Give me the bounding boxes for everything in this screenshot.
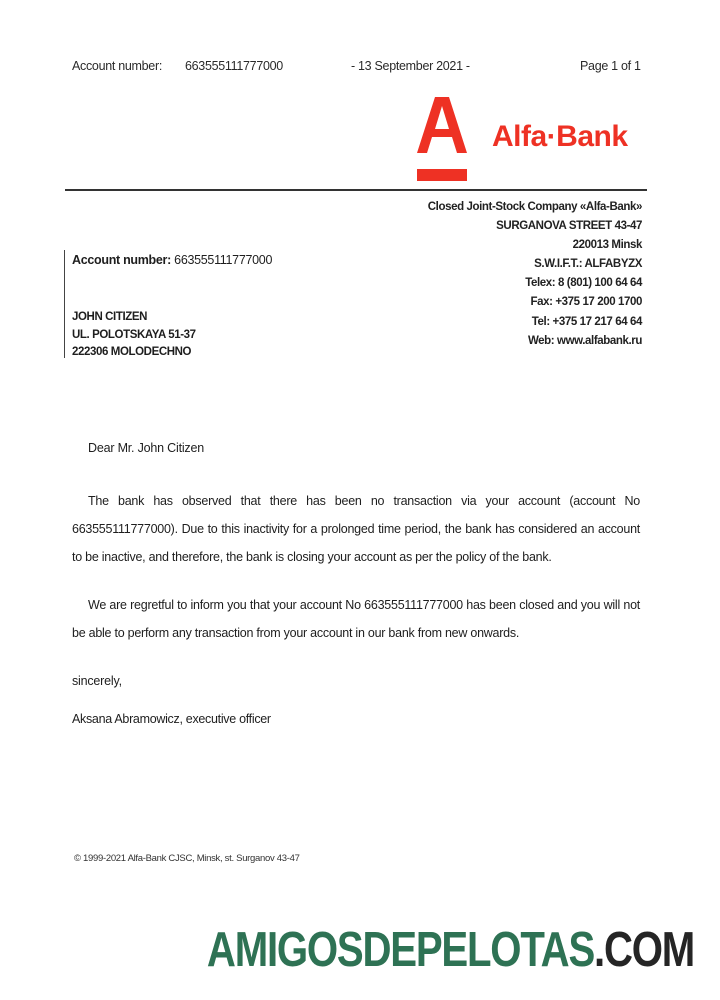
header-account-number: 663555111777000 xyxy=(185,59,283,73)
recipient-name: JOHN CITIZEN xyxy=(72,311,148,323)
footer-copyright: © 1999-2021 Alfa-Bank CJSC, Minsk, st. Surganov 43-47 xyxy=(74,853,300,864)
recipient-account-label: Account number: xyxy=(72,253,171,267)
bank-logo-text: Alfa·Bank xyxy=(492,120,628,153)
bank-swift: S.W.I.F.T.: ALFABYZX xyxy=(534,258,642,271)
recipient-address xyxy=(72,309,196,362)
letter-closing: sincerely, xyxy=(72,674,122,688)
watermark-tld: .COM xyxy=(594,923,694,977)
recipient-account xyxy=(72,253,272,267)
alfa-a-logo-icon xyxy=(417,97,467,183)
bank-company-name: Closed Joint-Stock Company «Alfa-Bank» xyxy=(427,201,642,213)
recipient-margin-bar xyxy=(64,250,65,358)
bank-city: 220013 Minsk xyxy=(572,239,642,252)
paragraph-text: The bank has observed that there has been no transaction via your account (account No 663555111777000). Due to this inactivity for a prolonged time period, the bank has considered an account to be inactive, and therefore, the bank is closing your account as per the policy of the bank. xyxy=(72,494,640,564)
letter-paragraph-2 xyxy=(72,591,640,647)
header-divider xyxy=(65,189,647,191)
watermark-site: AMIGOSDEPELOTAS xyxy=(206,923,595,977)
bank-web: Web: www.alfabank.ru xyxy=(527,334,642,347)
recipient-street: UL. POLOTSKAYA 51-37 xyxy=(72,328,196,341)
bank-fax: Fax: +375 17 200 1700 xyxy=(530,296,642,309)
watermark xyxy=(207,922,694,978)
header-account-label: Account number: xyxy=(72,59,162,73)
recipient-account-number: 663555111777000 xyxy=(174,253,273,267)
page-indicator: Page 1 of 1 xyxy=(580,59,641,73)
bank-tel: Tel: +375 17 217 64 64 xyxy=(531,315,642,328)
letter-signature: Aksana Abramowicz, executive officer xyxy=(72,712,271,726)
bank-contact-info xyxy=(428,198,642,351)
letter-paragraph-1 xyxy=(72,487,640,571)
header-date: - 13 September 2021 - xyxy=(351,59,470,73)
paragraph-text: We are regretful to inform you that your account No 663555111777000 has been closed and you will not be able to perform any transaction from your account in our bank from new onwards. xyxy=(72,598,640,640)
recipient-city: 222306 MOLODECHNO xyxy=(72,346,192,358)
letter-greeting: Dear Mr. John Citizen xyxy=(88,441,204,455)
bank-street: SURGANOVA STREET 43-47 xyxy=(496,220,642,233)
bank-telex: Telex: 8 (801) 100 64 64 xyxy=(525,277,642,290)
